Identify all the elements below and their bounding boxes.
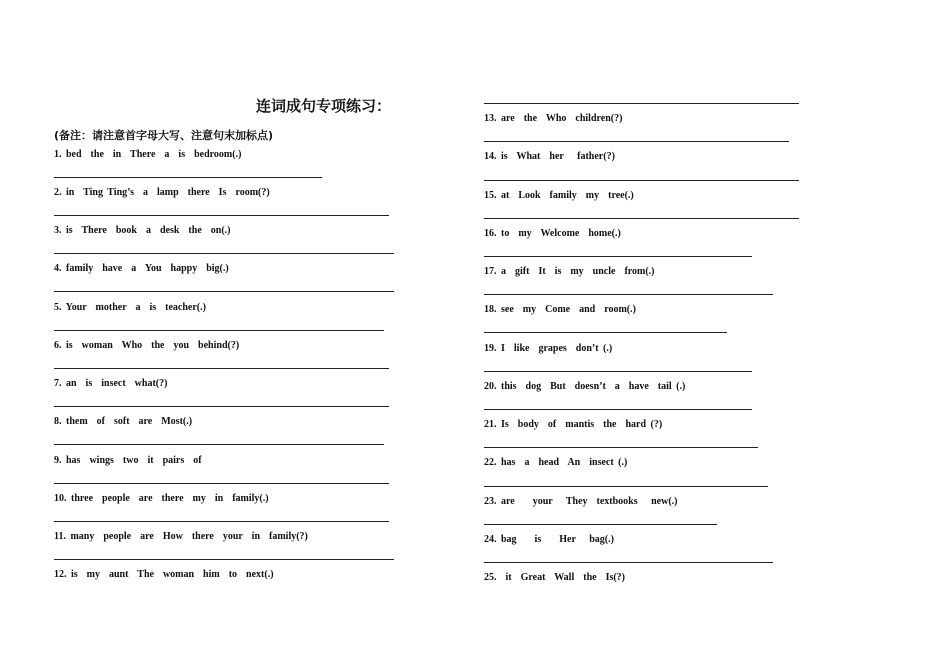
exercise-item-22: 22. has a head An insect (.) (484, 457, 628, 468)
answer-line-20[interactable] (484, 409, 752, 410)
answer-line-24[interactable] (484, 562, 773, 563)
answer-line-13[interactable] (484, 141, 789, 142)
exercise-item-2: 2. in Ting Ting’s a lamp there Is room(?) (54, 187, 270, 198)
answer-line-6[interactable] (54, 368, 389, 369)
answer-line-4[interactable] (54, 291, 394, 292)
exercise-item-21: 21. Is body of mantis the hard (?) (484, 419, 663, 430)
exercise-item-24: 24. bag is Her bag(.) (484, 534, 614, 545)
exercise-item-10: 10. three people are there my in family(.) (54, 493, 269, 504)
answer-line-21[interactable] (484, 447, 758, 448)
exercise-item-17: 17. a gift It is my uncle from(.) (484, 266, 655, 277)
exercise-item-23: 23. are your They textbooks new(.) (484, 496, 678, 507)
answer-line-16[interactable] (484, 256, 752, 257)
exercise-item-19: 19. I like grapes don’t (.) (484, 343, 613, 354)
answer-line-17[interactable] (484, 294, 773, 295)
exercise-item-5: 5. Your mother a is teacher(.) (54, 302, 206, 313)
exercise-item-18: 18. see my Come and room(.) (484, 304, 636, 315)
answer-line-5[interactable] (54, 330, 384, 331)
answer-line-15[interactable] (484, 218, 799, 219)
answer-line-8[interactable] (54, 444, 384, 445)
answer-line-10[interactable] (54, 521, 389, 522)
exercise-item-25: 25. it Great Wall the Is(?) (484, 572, 626, 583)
exercise-item-14: 14. is What her father(?) (484, 151, 615, 162)
answer-line-2[interactable] (54, 215, 389, 216)
worksheet-note: (备注：请注意首字母大写、注意句末加标点) (54, 129, 274, 142)
answer-line-12[interactable] (484, 103, 799, 104)
answer-line-9[interactable] (54, 483, 389, 484)
answer-line-23[interactable] (484, 524, 717, 525)
answer-line-18[interactable] (484, 332, 727, 333)
exercise-item-4: 4. family have a You happy big(.) (54, 263, 229, 274)
worksheet-title: 连词成句专项练习： (256, 97, 392, 115)
exercise-item-9: 9. has wings two it pairs of (54, 455, 202, 466)
exercise-item-1: 1. bed the in There a is bedroom(.) (54, 149, 242, 160)
answer-line-14[interactable] (484, 180, 799, 181)
answer-line-3[interactable] (54, 253, 394, 254)
answer-line-11[interactable] (54, 559, 394, 560)
answer-line-7[interactable] (54, 406, 389, 407)
exercise-item-20: 20. this dog But doesn’t a have tail (.) (484, 381, 686, 392)
exercise-item-15: 15. at Look family my tree(.) (484, 190, 634, 201)
exercise-item-13: 13. are the Who children(?) (484, 113, 623, 124)
answer-line-19[interactable] (484, 371, 752, 372)
exercise-item-7: 7. an is insect what(?) (54, 378, 168, 389)
exercise-item-6: 6. is woman Who the you behind(?) (54, 340, 240, 351)
exercise-item-12: 12. is my aunt The woman him to next(.) (54, 569, 274, 580)
exercise-item-3: 3. is There book a desk the on(.) (54, 225, 231, 236)
exercise-item-16: 16. to my Welcome home(.) (484, 228, 621, 239)
answer-line-1[interactable] (54, 177, 322, 178)
answer-line-22[interactable] (484, 486, 768, 487)
exercise-item-8: 8. them of soft are Most(.) (54, 416, 193, 427)
exercise-item-11: 11. many people are How there your in family(?) (54, 531, 308, 542)
